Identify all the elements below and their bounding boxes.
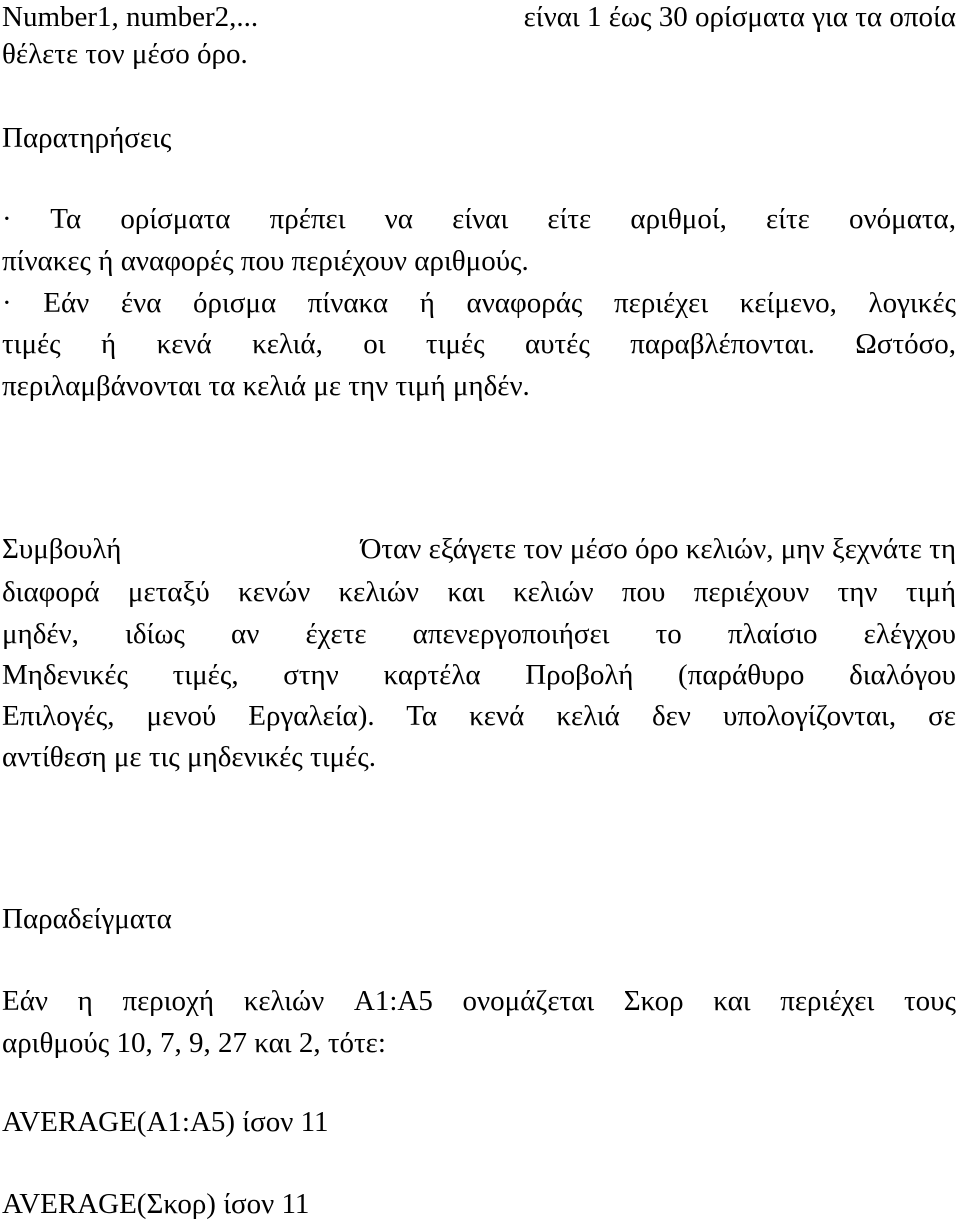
example-formula-2: AVERAGE(Σκορ) ίσον 11	[2, 1188, 310, 1220]
remark-bullet-1-line-1: · Τα ορίσματα πρέπει να είναι είτε αριθμοί, είτε ονόματα,	[2, 203, 956, 235]
tip-line-3: μηδέν, ιδίως αν έχετε απενεργοποιήσει το πλαίσιο ελέγχου	[2, 618, 956, 650]
tip-line-1	[2, 535, 956, 564]
examples-intro-line-2: αριθμούς 10, 7, 9, 27 και 2, τότε:	[2, 1027, 386, 1059]
arguments-term: Number1, number2,...	[2, 1, 259, 33]
remark-bullet-1-line-2: πίνακες ή αναφορές που περιέχουν αριθμούς.	[2, 245, 529, 277]
arguments-description: είναι 1 έως 30 ορίσματα για τα οποία	[523, 1, 956, 33]
remark-bullet-2-line-1: · Εάν ένα όρισμα πίνακα ή αναφοράς περιέχει κείμενο, λογικές	[2, 287, 956, 319]
tip-line-5: Επιλογές, μενού Εργαλεία). Τα κενά κελιά δεν υπολογίζονται, σε	[2, 700, 956, 732]
examples-heading: Παραδείγματα	[2, 903, 172, 935]
remark-bullet-2-line-2: τιμές ή κενά κελιά, οι τιμές αυτές παραβλέπονται. Ωστόσο,	[2, 328, 956, 360]
arguments-line-1	[2, 3, 956, 32]
tip-label: Συμβουλή	[2, 533, 122, 565]
tip-text-start: Όταν εξάγετε τον μέσο όρο κελιών, μην ξεχνάτε τη	[360, 533, 956, 565]
example-formula-1: AVERAGE(A1:A5) ίσον 11	[2, 1106, 329, 1138]
arguments-line-2: θέλετε τον μέσο όρο.	[2, 38, 248, 70]
remarks-heading: Παρατηρήσεις	[2, 122, 172, 154]
remark-bullet-2-line-3: περιλαμβάνονται τα κελιά με την τιμή μηδέν.	[2, 370, 530, 402]
tip-line-4: Μηδενικές τιμές, στην καρτέλα Προβολή (παράθυρο διαλόγου	[2, 659, 956, 691]
examples-intro-line-1: Εάν η περιοχή κελιών A1:A5 ονομάζεται Σκορ και περιέχει τους	[2, 985, 956, 1017]
tip-line-6: αντίθεση με τις μηδενικές τιμές.	[2, 741, 376, 773]
tip-line-2: διαφορά μεταξύ κενών κελιών και κελιών που περιέχουν την τιμή	[2, 576, 956, 608]
